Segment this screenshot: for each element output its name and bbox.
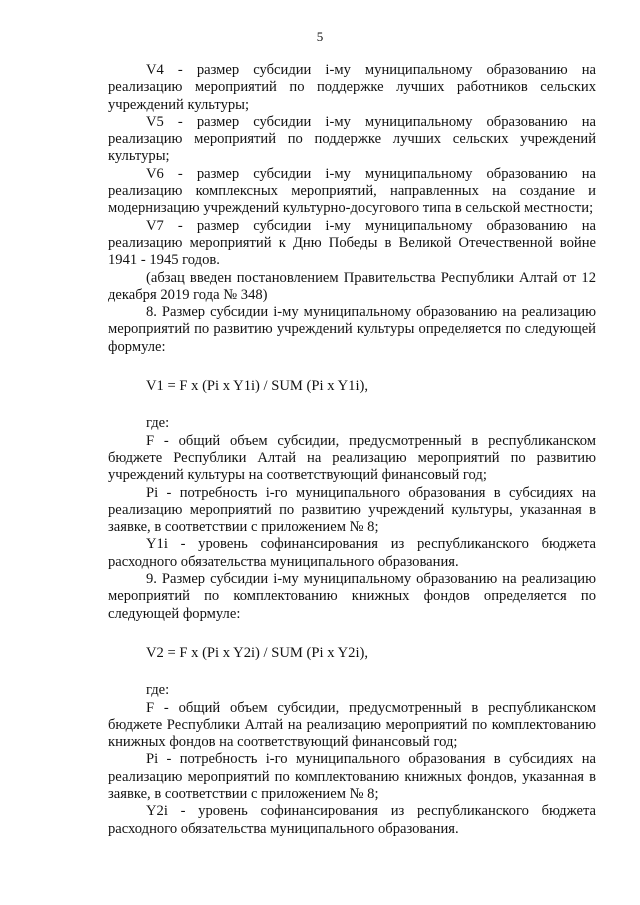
paragraph-y2i-definition: Y2i - уровень софинансирования из республиканского бюджета расходного обязательства муниципального образования.: [108, 803, 596, 837]
paragraph-v5: V5 - размер субсидии i-му муниципальному образованию на реализацию мероприятий по поддержке лучших сельских учреждений культуры;: [108, 113, 596, 165]
paragraph-f-definition-1: F - общий объем субсидии, предусмотренный в республиканском бюджете Республики Алтай на реализацию мероприятий по развитию учреждений культуры на соответствующий финансовый год;: [108, 432, 596, 484]
where-label-1: где:: [146, 415, 170, 432]
paragraph-v4: V4 - размер субсидии i-му муниципальному образованию на реализацию мероприятий по поддержке лучших работников сельских учреждений культуры;: [108, 62, 596, 113]
paragraph-v7: V7 - размер субсидии i-му муниципальному образованию на реализацию мероприятий к Дню Победы в Великой Отечественной войне 1941 - 1945 годов.: [108, 217, 596, 269]
formula-v2: V2 = F x (Pi x Y2i) / SUM (Pi x Y2i),: [146, 644, 369, 661]
paragraph-f-definition-2: F - общий объем субсидии, предусмотренный в республиканском бюджете Республики Алтай на реализацию мероприятий по комплектованию книжных фондов на соответствующий финансовый год;: [108, 699, 596, 751]
where-label-2: где:: [146, 682, 170, 699]
document-body: [108, 62, 596, 838]
paragraph-v6: V6 - размер субсидии i-му муниципальному образованию на реализацию комплексных мероприятий, направленных на создание и модернизацию учреждений культурно-досугового типа в сельской местности;: [108, 165, 596, 217]
page-number: 5: [316, 29, 324, 44]
paragraph-pi-definition-2: Pi - потребность i-го муниципального образования в субсидиях на реализацию мероприятий по комплектованию книжных фондов, указанная в заявке, в соответствии с приложением № 8;: [108, 751, 596, 802]
paragraph-y1i-definition: Y1i - уровень софинансирования из республиканского бюджета расходного обязательства муниципального образования.: [108, 536, 596, 570]
paragraph-item-9: 9. Размер субсидии i-му муниципальному образованию на реализацию мероприятий по комплектованию книжных фондов определяется по следующей формуле:: [108, 571, 596, 622]
paragraph-item-8: 8. Размер субсидии i-му муниципальному образованию на реализацию мероприятий по развитию учреждений культуры определяется по следующей формуле:: [108, 304, 596, 355]
paragraph-amendment-note: (абзац введен постановлением Правительства Республики Алтай от 12 декабря 2019 года № 348): [108, 269, 596, 303]
paragraph-pi-definition-1: Pi - потребность i-го муниципального образования в субсидиях на реализацию мероприятий по развитию учреждений культуры, указанная в заявке, в соответствии с приложением № 8;: [108, 484, 596, 536]
formula-v1: V1 = F x (Pi x Y1i) / SUM (Pi x Y1i),: [146, 378, 369, 395]
